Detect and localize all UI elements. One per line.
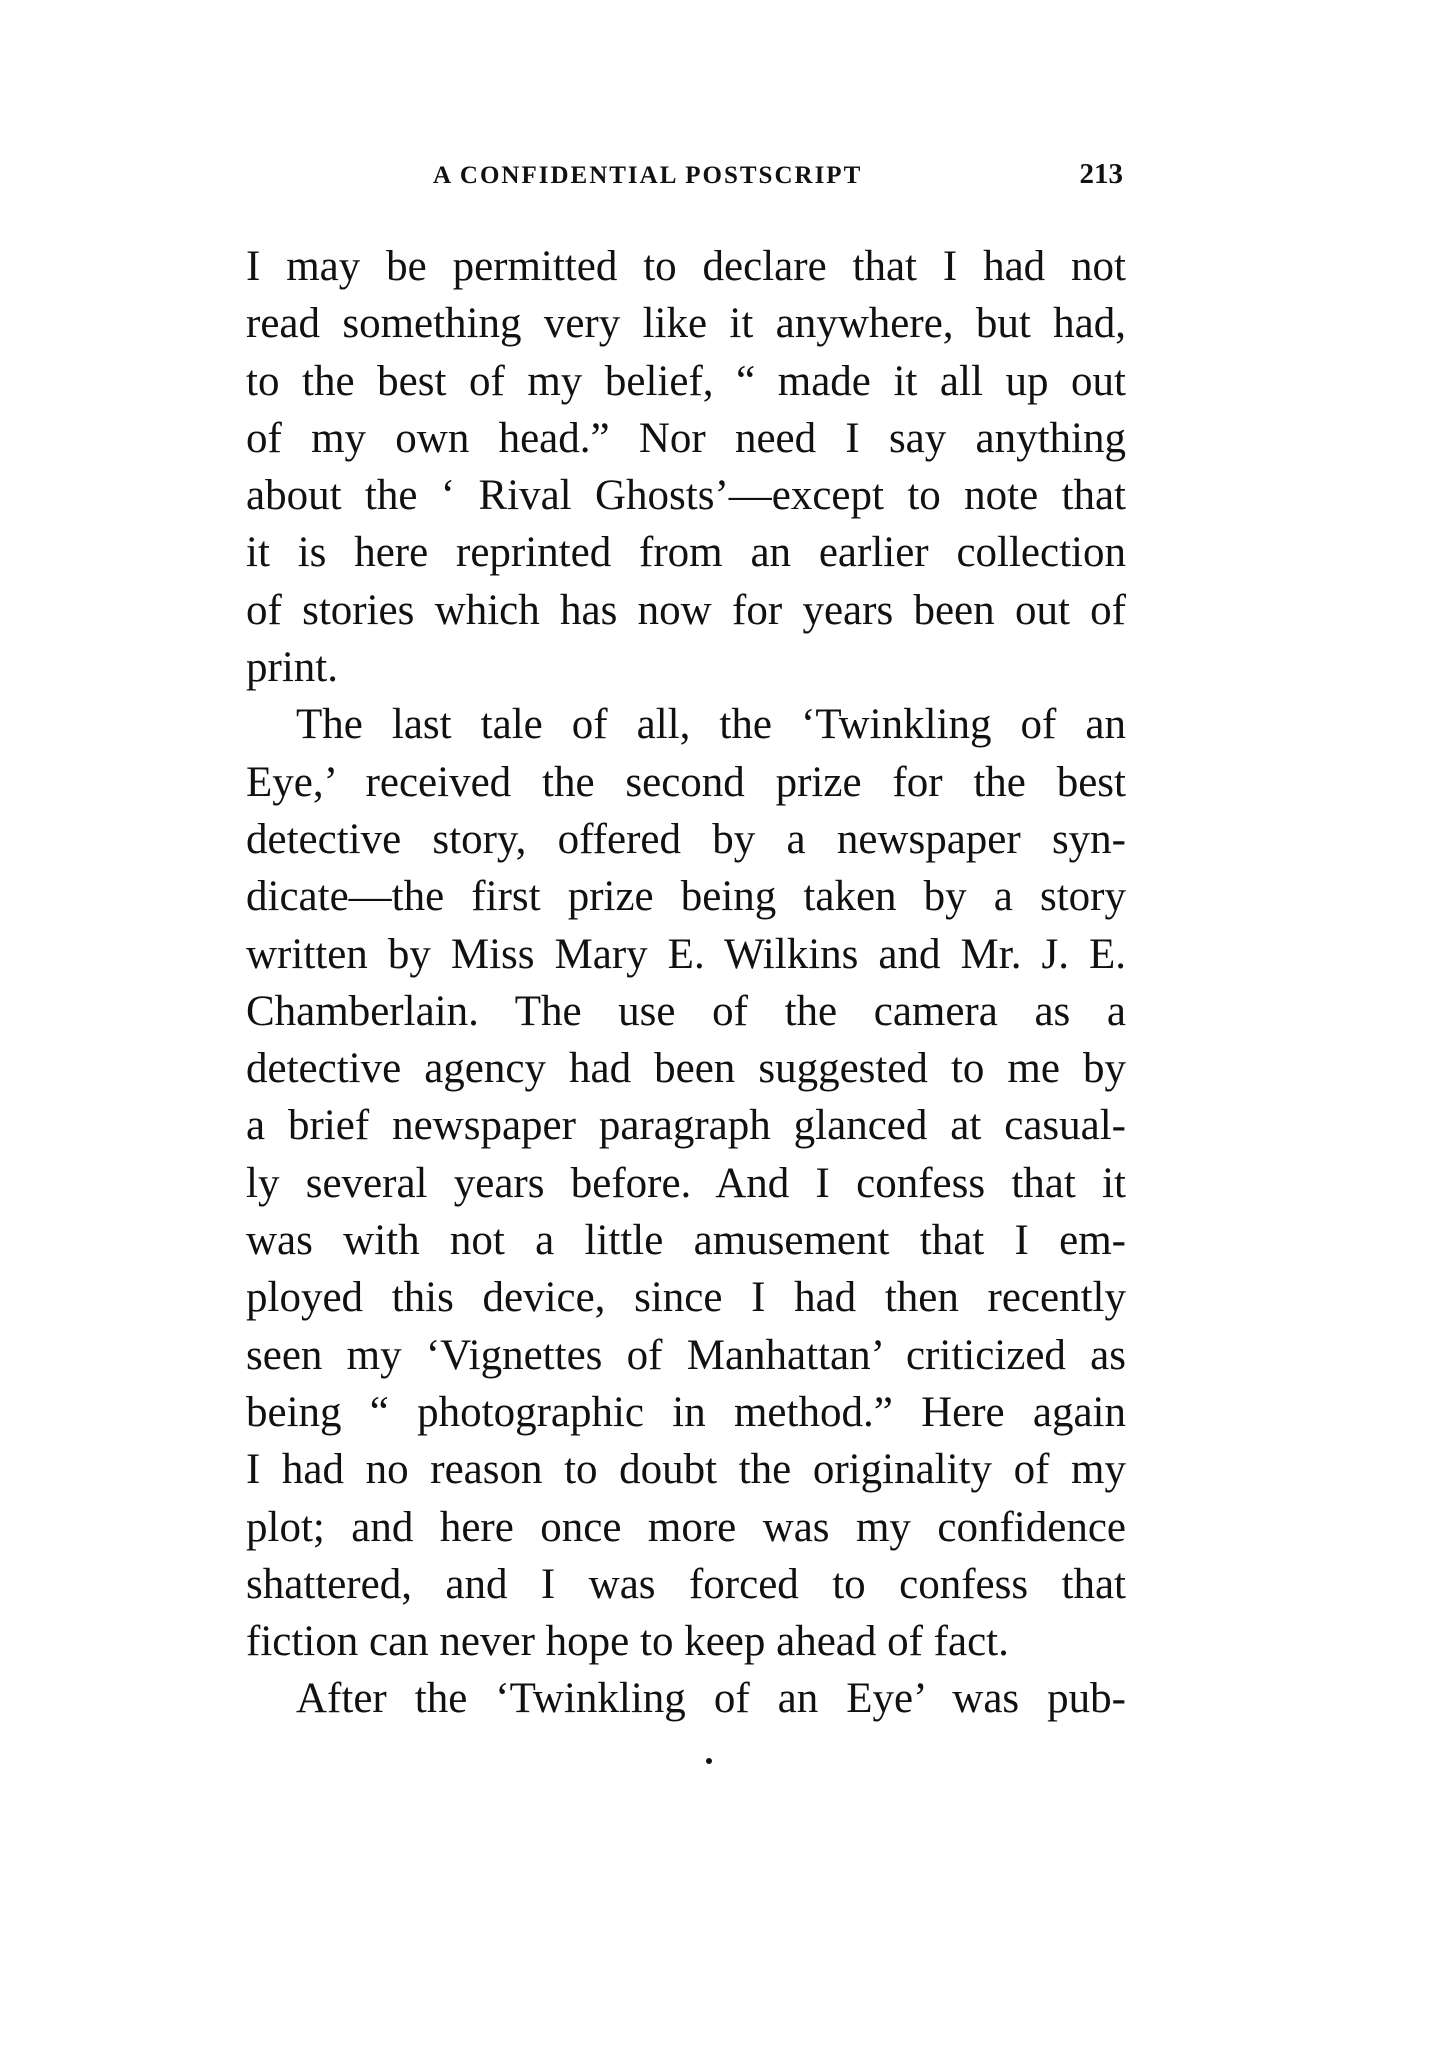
text-line: plot; and here once more was my confidence [246,1503,1126,1551]
text-line: detective agency had been suggested to me by [246,1045,1126,1093]
text-line: it is here reprinted from an earlier collection [246,529,1126,577]
text-line: was with not a little amusement that I em- [246,1217,1126,1265]
paragraph [246,238,1126,696]
ink-speck [706,1758,712,1764]
text-line: detective story, offered by a newspaper syn- [246,815,1126,863]
paragraph [246,696,1126,1670]
running-title: A CONFIDENTIAL POSTSCRIPT [433,162,863,189]
text-line: to the best of my belief, “ made it all up out [246,357,1126,405]
text-line: Chamberlain. The use of the camera as a [246,987,1126,1035]
text-line: ly several years before. And I confess that it [246,1159,1126,1207]
text-line: The last tale of all, the ‘Twinkling of an [296,701,1126,749]
text-line: seen my ‘Vignettes of Manhattan’ criticized as [246,1331,1126,1379]
page-number: 213 [1079,158,1123,190]
text-line: After the ‘Twinkling of an Eye’ was pub- [296,1675,1126,1723]
text-line: written by Miss Mary E. Wilkins and Mr. J. E. [246,930,1126,978]
text-line: fiction can never hope to keep ahead of fact. [246,1618,1009,1666]
text-line: shattered, and I was forced to confess that [246,1560,1126,1608]
page-body [246,238,1126,1728]
text-line: I had no reason to doubt the originality of my [246,1446,1126,1494]
text-line: I may be permitted to declare that I had not [246,243,1126,290]
text-line: of my own head.” Nor need I say anything [246,414,1126,462]
text-line: being “ photographic in method.” Here again [246,1388,1126,1436]
text-line: a brief newspaper paragraph glanced at casual- [246,1102,1126,1150]
text-line: print. [246,644,338,692]
text-line: about the ‘ Rival Ghosts’—except to note that [246,472,1126,520]
text-line: Eye,’ received the second prize for the best [246,758,1126,806]
text-line: dicate—the first prize being taken by a story [246,873,1126,921]
running-header [433,158,1123,191]
text-line: ployed this device, since I had then recently [246,1274,1126,1322]
paragraph [246,1670,1126,1727]
text-line: of stories which has now for years been out of [246,586,1126,634]
text-line: read something very like it anywhere, but had, [246,300,1126,348]
